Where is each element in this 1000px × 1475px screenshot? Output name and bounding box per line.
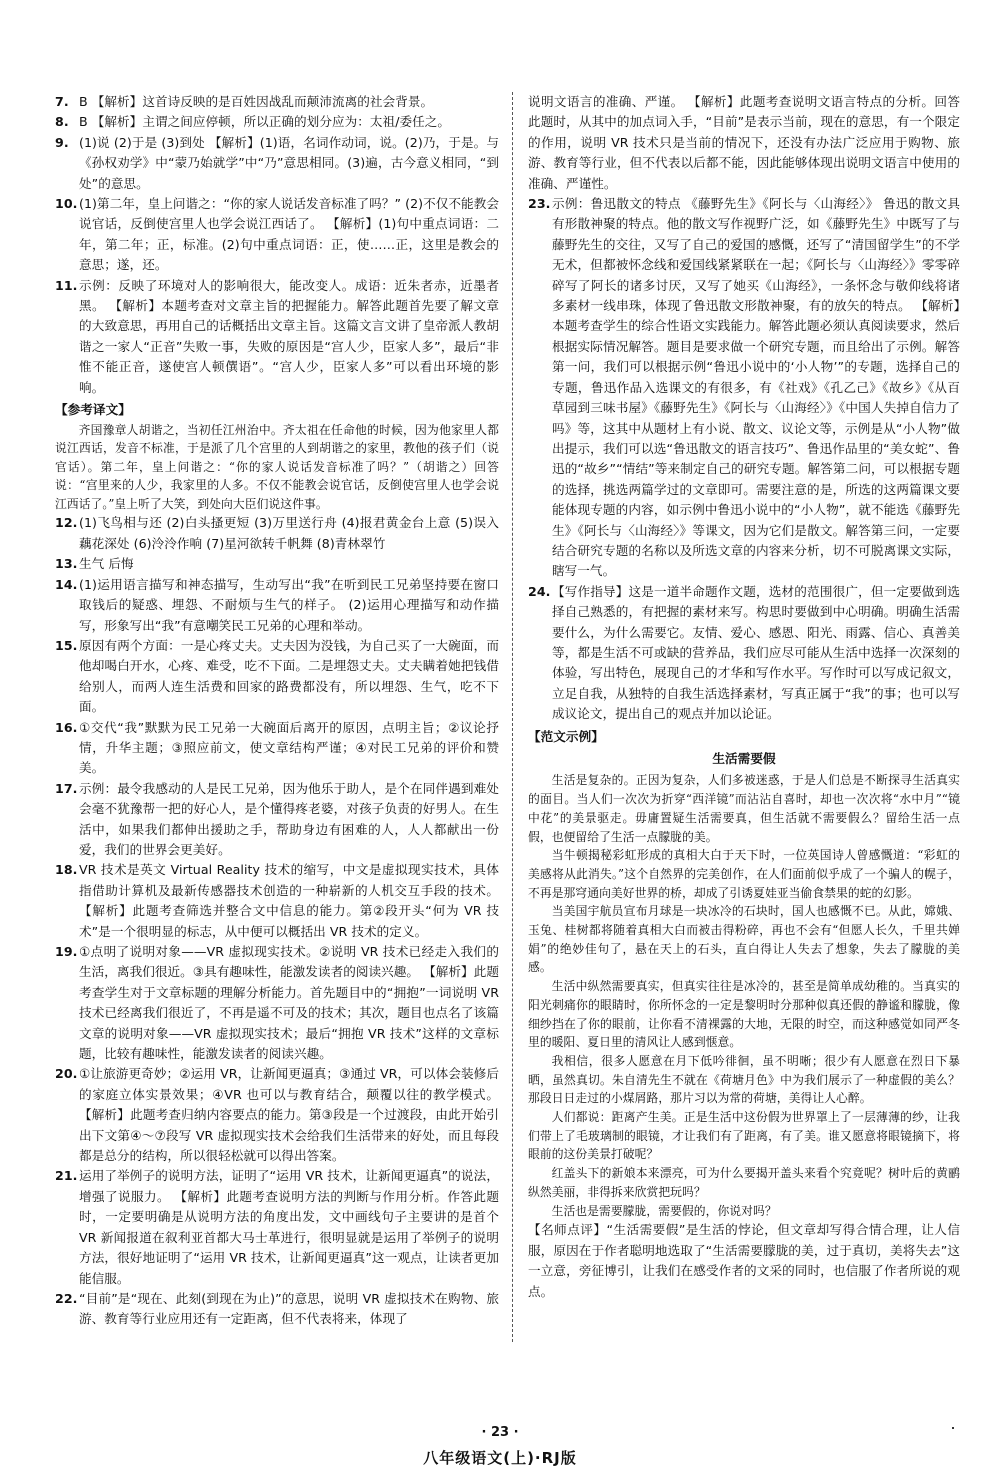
essay-paragraph: 红盖头下的新娘本来漂亮，可为什么要揭开盖头来看个究竟呢？树叶后的黄鹂纵然美丽，非得拆来欣赏把玩吗？	[528, 1166, 960, 1199]
translation-paragraph: 齐国豫章人胡谐之，当初任江州治中。齐太祖在任命他的时候，因为他家里人都说江西话，发音不标准，于是派了几个宫里的人到胡谐之的家里，教他的孩子们（说官话）。第二年，皇上问谐之：“你的家人说话发音标准了吗？”（胡谐之）回答说：“宫里来的人少，我家里的人多。不仅不能教会说官话，反倒使宫里人也学会说江西话了。”皇上听了大笑，到处向大臣们说这件事。	[55, 422, 499, 511]
answer-8: 8. B 【解析】主谓之间应停顿，所以正确的划分应为：太祖/委任之。	[55, 114, 451, 130]
right-column	[528, 92, 960, 1302]
column-divider	[512, 92, 513, 1342]
essay-paragraph: 当美国宇航员宣布月球是一块冰冷的石块时，国人也感慨不已。从此，嫦娥、玉兔、桂树都将随着真相大白而被击得粉碎，再也不会有“但愿人长久，千里共婵娟”的绝妙佳句了，悬在天上的石头，直白得让人失去了想象，失去了朦胧的美感。	[528, 904, 960, 975]
teacher-comment: 【名师点评】“生活需要假”是生活的悖论，但文章却写得合情合理，让人信服，原因在于作者聪明地选取了“生活需要朦胧的美，过于真切，美将失去”这一立意，旁征博引，让我们在感受作者的文采的同时，也信服了作者所说的观点。	[528, 1222, 960, 1299]
essay-paragraph: 生活是复杂的。正因为复杂，人们多被迷惑，于是人们总是不断探寻生活真实的面目。当人们一次次为折穿“西洋镜”而沾沾自喜时，却也一次次将“水中月”“镜中花”的美景驱走。毋庸置疑生活需要真，但生活就不需要假么？留给生活一点假，也便留给了生活一点朦胧的美。	[528, 773, 960, 844]
answer-11: 11. 示例：反映了环境对人的影响很大，能改变人。成语：近朱者赤，近墨者黑。 【解析】本题考查对文章主旨的把握能力。解答此题首先要了解文章的大致意思，再用自己的话概括出文章主旨。这篇文言文讲了皇帝派人教胡谐之一家人“正音”失败一事，失败的原因是“宫人少，臣家人多”，最后“非惟不能正音，遂使宫人顿僎语”。“宫人少，臣家人多”可以看出环境的影响。	[55, 277, 499, 395]
answer-22: 22. “目前”是“现在、此刻(到现在为止)”的意思，说明 VR 虚拟技术在购物、旅游、教育等行业应用还有一定距离，但不代表将来，体现了	[55, 1290, 499, 1327]
reference-translation-heading: 【参考译文】	[55, 402, 131, 418]
answer-7: 7. B 【解析】这首诗反映的是百姓因战乱而颠沛流离的社会背景。	[55, 94, 434, 109]
page-number: · 23 ·	[481, 1425, 519, 1440]
answer-12: 12. (1)飞鸟相与还 (2)白头搔更短 (3)万里送行舟 (4)报君黄金台上意 (5)误入藕花深处 (6)泠泠作响 (7)星河欲转千帆舞 (8)青林翠竹	[55, 515, 499, 551]
essay-paragraph: 人们都说：距离产生美。正是生活中这份假为世界罩上了一层薄薄的纱，让我们带上了毛玻璃制的眼镜，才让我们有了距离，有了美。谁又愿意将眼镜摘下，将眼前的这份美景打破呢？	[528, 1110, 960, 1162]
essay-paragraph: 生活也是需要朦胧，需要假的，你说对吗？	[551, 1203, 777, 1218]
essay-paragraph: 当牛顿揭秘彩虹形成的真相大白于天下时，一位英国诗人曾感慨道：“彩虹的美感将从此消失。”这个自然界的完美创作，在人们面前似乎成了一个骗人的幌子，不再是那穹通向美好世界的桥，却成了引诱夏娃亚当偷食禁果的蛇的幻影。	[528, 848, 960, 900]
essay-paragraph: 生活中纵然需要真实，但真实往往是冰冷的，甚至是简单成幼稚的。当真实的阳光刺痛你的眼睛时，你所怀念的一定是黎明时分那种似真还假的静谧和朦胧，像细纱挡在了你的眼前，让你看不清裸露的大地，无限的时空，而这种感觉如同严冬里的暖阳、夏日里的清风让人感到惬意。	[528, 979, 960, 1050]
answer-16: 16. ①交代“我”默默为民工兄弟一大碗面后离开的原因，点明主旨；②议论抒情，升华主题；③照应前文，使文章结构严谨；④对民工兄弟的评价和赞美。	[55, 719, 499, 776]
left-column	[55, 92, 499, 1330]
answer-17: 17. 示例：最令我感动的人是民工兄弟，因为他乐于助人，是个在同伴遇到难处会毫不犹豫帮一把的好心人，是个懂得疼老婆，对孩子负责的好男人。在生活中，如果我们都伸出援助之手，帮助身边有困难的人，人人都献出一份爱，我们的世界会更美好。	[55, 780, 499, 857]
book-title: 八年级语文(上)·RJ版	[423, 1449, 577, 1467]
answer-22-continued: 说明文语言的准确、严谨。 【解析】此题考查说明文语言特点的分析。回答此题时，从其中的加点词入手，“目前”是表示当前，现在的意思，有一个限定的作用，说明 VR 技术只是当前的情况下，还没有办法广泛应用于购物、旅游、教育等行业，但不代表以后都不能，因此能够体现出说明文语言中使用的准确、严谨性。	[528, 94, 960, 191]
sample-essay-heading: 【范文示例】	[528, 728, 604, 744]
sample-essay	[528, 771, 960, 1220]
answer-9: 9. (1)说 (2)于是 (3)到处 【解析】(1)语，名词作动词，说。(2)乃，于是。与《孙权劝学》中“蒙乃始就学”中“乃”意思相同。(3)遍，古今意义相同，“到处”的意思。	[55, 134, 499, 191]
answer-20: 20. ①让旅游更奇妙；②运用 VR，让新闻更逼真；③通过 VR，可以体会装修后的家庭立体实景效果；④VR 也可以与教育结合，颠覆以往的教学模式。 【解析】此题考查归纳内容要点的能力。第③段是一个过渡段，由此开始引出下文第④～⑦段写 VR 虚拟现实技术会给我们生活带来的好处，而且每段都是总分的结构，所以很轻松就可以得出答案。	[55, 1066, 499, 1164]
answer-24: 24. 【写作指导】这是一道半命题作文题，选材的范围很广，但一定要做到选择自己熟悉的，有把握的素材来写。构思时要做到中心明确。明确生活需要什么，为什么需要它。友情、爱心、感恩、阳光、雨露、信心、真善美等，都是生活不可或缺的营养品，我们应尽可能从生活中选择一次深刻的体验，写出特色，展现自己的才华和写作水平。写作时可以写成记叙文，立足自我，从独特的自我生活选择素材，写真正属于“我”的事；也可以写成议论文，提出自己的观点并加以论证。	[528, 583, 960, 722]
answer-18: 18. VR 技术是英文 Virtual Reality 技术的缩写，中文是虚拟现实技术，具体指借助计算机及最新传感器技术创造的一种崭新的人机交互手段的技术。 【解析】此题考查筛选并整合文中信息的能力。第②段开头“何为 VR 技术”是一个很明显的标志，从中便可以概括出 VR 技术的定义。	[55, 862, 499, 939]
essay-title: 生活需要假	[712, 751, 776, 766]
answer-13: 13. 生气 后悔	[55, 556, 134, 572]
reference-translation	[55, 421, 499, 514]
answer-23: 23. 示例：鲁迅散文的特点 《藤野先生》《阿长与〈山海经〉》 鲁迅的散文具有形散神聚的特点。他的散文写作视野广泛，如《藤野先生》中既写了与藤野先生的交往，又写了自己的爱国的感慨，还写了“清国留学生”的不学无术，但都被怀念线和爱国线紧紧联在一起；《阿长与〈山海经〉》零零碎碎写了阿长的诸多讨厌，又写了她买《山海经》，一条怀念与敬仰线将诸多素材一线串珠，体现了鲁迅散文形散神聚，有的放矢的特点。 【解析】本题考查学生的综合性语文实践能力。解答此题必须认真阅读要求，然后根据实际情况解答。题目是要求做一个研究专题，而且给出了示例。解答第一问，我们可以根据示例“鲁迅小说中的‘小人物’”的专题，选择自己的专题，鲁迅作品入选课文的有很多，有《社戏》《孔乙己》《故乡》《从百草园到三味书屋》《藤野先生》《阿长与〈山海经〉》《中国人失掉自信力了吗》等，这其中从题材上有小说、散文、议论文等，示例是从“小人物”做出提示，我们可以选“鲁迅散文的语言技巧”、鲁迅作品里的“美女蛇”、鲁迅的“故乡”“情结”等来制定自己的研究专题。解答第二问，可以根据专题的选择，挑选两篇学过的文章即可。需要注意的是，所选的这两篇课文要能体现专题的内容，如示例中鲁迅小说中的“小人物”，就不能选《藤野先生》《阿长与〈山海经〉》等课文，因为它们是散文。解答第三问，一定要结合研究专题的名称以及所选文章的内容来分析，切不可脱离课文实际，瞎写一气。	[528, 196, 960, 579]
essay-paragraph: 我相信，很多人愿意在月下低吟徘徊，虽不明晰；很少有人愿意在烈日下暴晒，虽然真切。朱自清先生不就在《荷塘月色》中为我们展示了一种虚假的美么？那段日日走过的小煤屑路，那片习以为常的荷塘，美得让人心醉。	[528, 1053, 960, 1106]
answer-21: 21. 运用了举例子的说明方法，证明了“运用 VR 技术，让新闻更逼真”的说法，增强了说服力。 【解析】此题考查说明方法的判断与作用分析。作答此题时，一定要明确是从说明方法的角度出发，文中画线句子主要讲的是首个 VR 新闻报道在叙利亚首都大马士革进行，很明显就是运用了举例子的说明方法，很好地证明了“运用 VR 技术，让新闻更逼真”这一观点，让读者更加能信服。	[55, 1168, 499, 1286]
answer-15: 15. 原因有两个方面：一是心疼丈夫。丈夫因为没钱，为自己买了一大碗面，而他却喝白开水，心疼、难受，吃不下面。二是埋怨丈夫。丈夫瞒着她把钱借给别人，而两人连生活费和回家的路费都没有，所以埋怨、生气，吃不下面。	[55, 637, 499, 715]
answer-14: 14. (1)运用语言描写和神态描写，生动写出“我”在听到民工兄弟坚持要在窗口取钱后的疑惑、埋怨、不耐烦与生气的样子。 (2)运用心理描写和动作描写，形象写出“我”有意嘲笑民工兄弟的心理和举动。	[55, 576, 499, 633]
answer-10: 10. (1)第二年，皇上问谐之：“你的家人说话发音标准了吗？” (2)不仅不能教会说官话，反倒使宫里人也学会说江西话了。 【解析】(1)句中重点词语：二年，第二年；正，标准。(2)句中重点词语：正，使……正，这里是教会的意思；遂，还。	[55, 196, 499, 273]
answer-19: 19. ①点明了说明对象——VR 虚拟现实技术。②说明 VR 技术已经走入我们的生活，离我们很近。③具有趣味性，能激发读者的阅读兴趣。 【解析】此题考查学生对于文章标题的理解分析能力。首先题目中的“拥抱”一词说明 VR 技术已经离我们很近了，不再是遥不可及的技术；其次，题目也点名了该篇文章的说明对象——VR 虚拟现实技术；最后“拥抱 VR 技术”这样的文章标题，比较有趣味性，能激发读者的阅读兴趣。	[55, 944, 499, 1062]
